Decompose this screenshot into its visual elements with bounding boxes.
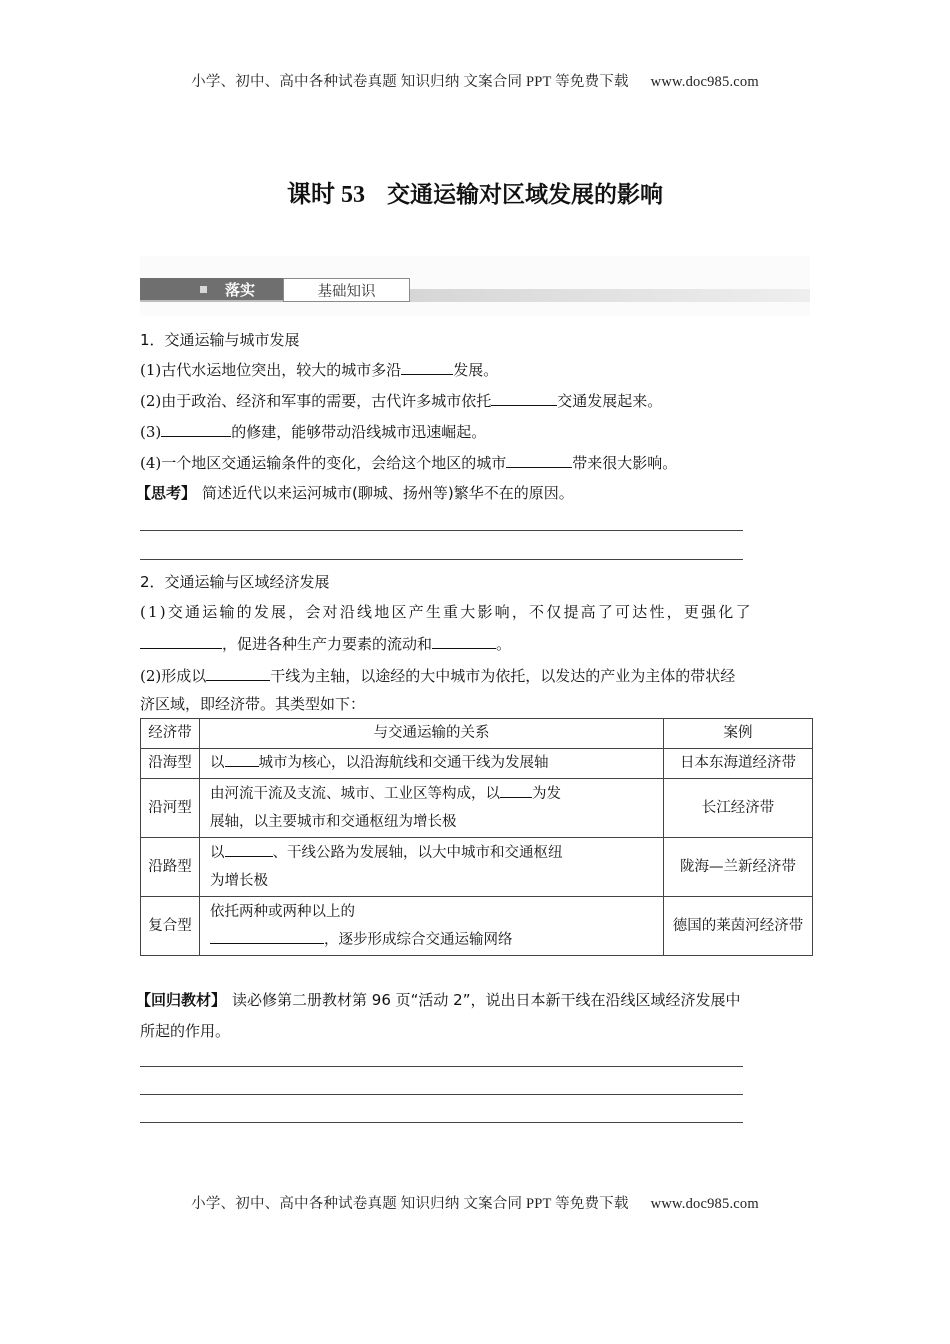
fill-blank[interactable]: [432, 633, 496, 649]
fill-blank[interactable]: [225, 841, 273, 857]
part2-item-1-line1: (1)交通运输的发展，会对沿线地区产生重大影响，不仅提高了可达性，更强化了: [140, 603, 753, 621]
watermark-url[interactable]: www.doc985.com: [650, 74, 759, 90]
fill-blank[interactable]: [161, 421, 231, 437]
review-text: 读必修第二册教材第 96 页“活动 2”，说出日本新干线在沿线区域经济发展中: [232, 991, 741, 1009]
section-secondary-label: 基础知识: [317, 283, 376, 300]
table-row: [141, 897, 813, 956]
section-tag-primary: [140, 278, 283, 302]
lesson-title: 交通运输对区域发展的影响: [387, 182, 663, 208]
section-strip: [408, 289, 810, 302]
fill-blank[interactable]: [225, 751, 259, 767]
belt-type-cell: 沿路型: [141, 838, 200, 897]
case-cell: 陇海—兰新经济带: [664, 838, 813, 897]
part1-item-3: (3) 的修建，能够带动沿线城市迅速崛起。: [140, 423, 487, 441]
part1-item-2: (2)由于政治、经济和军事的需要，古代许多城市依托 交通发展起来。: [140, 392, 663, 410]
relation-cell: 由河流干流及支流、城市、工业区等构成，以 为发 展轴，以主要城市和交通枢纽为增长极: [200, 779, 664, 838]
part2-item-2-line1: (2)形成以 干线为主轴，以途经的大中城市为依托，以发达的产业为主体的带状经: [140, 667, 736, 685]
case-cell: 长江经济带: [664, 779, 813, 838]
section-primary-label: 落实: [224, 280, 255, 299]
review-prompt-line1: [136, 990, 741, 1010]
fill-blank[interactable]: [210, 928, 324, 944]
fill-blank[interactable]: [500, 782, 532, 798]
belt-type-cell: 复合型: [141, 897, 200, 956]
case-cell: 日本东海道经济带: [664, 749, 813, 779]
fill-blank[interactable]: [140, 633, 222, 649]
table-row: [141, 749, 813, 779]
relation-cell: 依托两种或两种以上的 ，逐步形成综合交通运输网络: [200, 897, 664, 956]
section-tag-secondary: [283, 278, 410, 302]
header-cell: 案例: [664, 719, 813, 749]
economic-belt-table: [140, 718, 813, 956]
think-text: 简述近代以来运河城市(聊城、扬州等)繁华不在的原因。: [202, 484, 574, 502]
square-bullet-icon: [200, 286, 207, 293]
think-prompt: [136, 483, 574, 503]
review-label: 【回归教材】: [136, 991, 227, 1009]
footer-watermark: [0, 1192, 950, 1213]
watermark-text: 小学、初中、高中各种试卷真题 知识归纳 文案合同 PPT 等免费下载: [191, 1196, 629, 1212]
header-cell: 与交通运输的关系: [200, 719, 664, 749]
part1-item-4: (4)一个地区交通运输条件的变化，会给这个地区的城市 带来很大影响。: [140, 454, 678, 472]
table-header-row: [141, 719, 813, 749]
relation-cell: 以 、干线公路为发展轴，以大中城市和交通枢纽 为增长极: [200, 838, 664, 897]
watermark-url[interactable]: www.doc985.com: [650, 1196, 759, 1212]
review-prompt-line2: 所起的作用。: [140, 1022, 231, 1040]
answer-line[interactable]: [140, 530, 743, 531]
fill-blank[interactable]: [491, 390, 557, 406]
part1-heading: 1．交通运输与城市发展: [140, 331, 300, 349]
part2-heading: 2．交通运输与区域经济发展: [140, 573, 330, 591]
answer-line[interactable]: [140, 1066, 743, 1067]
answer-line[interactable]: [140, 1122, 743, 1123]
watermark-text: 小学、初中、高中各种试卷真题 知识归纳 文案合同 PPT 等免费下载: [191, 74, 629, 90]
table-row: [141, 838, 813, 897]
answer-line[interactable]: [140, 1094, 743, 1095]
fill-blank[interactable]: [206, 665, 270, 681]
page-title: [0, 174, 950, 209]
belt-type-cell: 沿河型: [141, 779, 200, 838]
fill-blank[interactable]: [506, 452, 572, 468]
part1-item-1: (1)古代水运地位突出，较大的城市多沿 发展。: [140, 361, 499, 379]
answer-line[interactable]: [140, 559, 743, 560]
part2-item-1-line2: ，促进各种生产力要素的流动和 。: [140, 633, 511, 654]
belt-type-cell: 沿海型: [141, 749, 200, 779]
header-cell: 经济带: [141, 719, 200, 749]
table-row: [141, 779, 813, 838]
think-label: 【思考】: [136, 484, 197, 502]
part2-item-2-line2: 济区域，即经济带。其类型如下：: [140, 695, 366, 713]
relation-cell: 以 城市为核心，以沿海航线和交通干线为发展轴: [200, 749, 664, 779]
header-watermark: [0, 70, 950, 91]
lesson-number: 课时 53: [287, 182, 365, 208]
case-cell: 德国的莱茵河经济带: [664, 897, 813, 956]
fill-blank[interactable]: [401, 359, 453, 375]
section-header-bar: [140, 256, 810, 316]
